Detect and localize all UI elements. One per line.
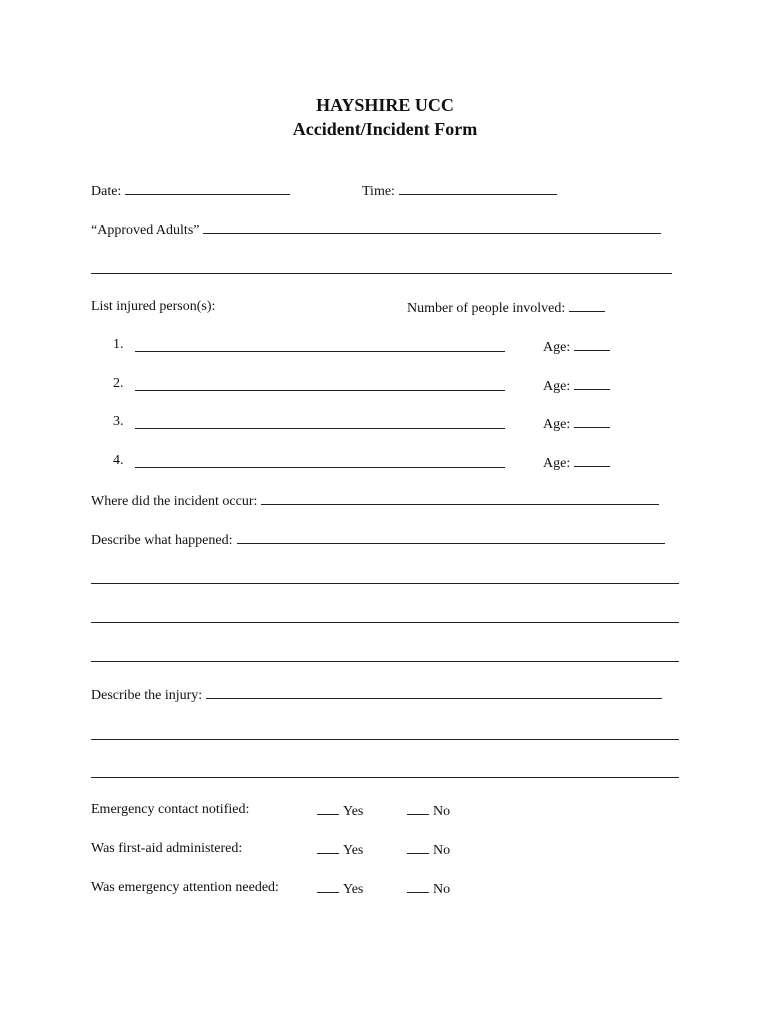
num-people-row <box>407 298 605 318</box>
row-number: 1. <box>113 337 124 352</box>
row-number: 2. <box>113 376 124 391</box>
date-field[interactable] <box>125 181 290 195</box>
injury-label: Describe the injury: <box>91 688 203 703</box>
age-label: Age: <box>543 417 571 432</box>
no-blank[interactable] <box>407 801 429 815</box>
injured-name-field[interactable] <box>135 467 505 468</box>
injured-name-field[interactable] <box>135 390 505 391</box>
age-field[interactable] <box>574 453 610 467</box>
time-row <box>362 181 557 201</box>
date-label: Date: <box>91 184 122 199</box>
time-label: Time: <box>362 184 395 199</box>
age-row <box>543 414 610 434</box>
age-row <box>543 337 610 357</box>
age-row <box>543 453 610 473</box>
no-label: No <box>433 882 451 897</box>
yes-label: Yes <box>343 882 364 897</box>
yes-label: Yes <box>343 843 364 858</box>
injured-name-field[interactable] <box>135 428 505 429</box>
yes-blank[interactable] <box>317 840 339 854</box>
question-label: Was emergency attention needed: <box>91 880 279 895</box>
form-title: Accident/Incident Form <box>292 119 478 139</box>
where-label: Where did the incident occur: <box>91 494 258 509</box>
num-people-label: Number of people involved: <box>407 301 566 316</box>
question-label: Emergency contact notified: <box>91 802 250 817</box>
describe-line-4[interactable] <box>91 661 679 662</box>
date-row <box>91 181 290 201</box>
injury-row <box>91 685 662 705</box>
age-row <box>543 376 610 396</box>
injured-label: List injured person(s): <box>91 299 216 314</box>
no-option[interactable] <box>407 801 450 821</box>
row-number: 3. <box>113 414 124 429</box>
approved-adults-line-2[interactable] <box>91 273 672 274</box>
question-label: Was first-aid administered: <box>91 841 243 856</box>
approved-adults-field[interactable] <box>203 220 661 234</box>
injury-field[interactable] <box>206 685 662 699</box>
no-blank[interactable] <box>407 879 429 893</box>
injury-line-3[interactable] <box>91 777 679 778</box>
injury-line-2[interactable] <box>91 739 679 740</box>
num-people-field[interactable] <box>569 298 605 312</box>
no-option[interactable] <box>407 840 450 860</box>
no-label: No <box>433 804 451 819</box>
describe-line-2[interactable] <box>91 583 679 584</box>
yes-blank[interactable] <box>317 879 339 893</box>
injured-name-field[interactable] <box>135 351 505 352</box>
yes-option[interactable] <box>317 879 363 899</box>
yes-label: Yes <box>343 804 364 819</box>
approved-adults-row <box>91 220 661 240</box>
describe-row <box>91 530 665 550</box>
no-option[interactable] <box>407 879 450 899</box>
describe-label: Describe what happened: <box>91 533 233 548</box>
no-label: No <box>433 843 451 858</box>
time-field[interactable] <box>399 181 557 195</box>
yes-option[interactable] <box>317 801 363 821</box>
where-field[interactable] <box>261 491 659 505</box>
where-row <box>91 491 659 511</box>
age-field[interactable] <box>574 337 610 351</box>
yes-option[interactable] <box>317 840 363 860</box>
row-number: 4. <box>113 453 124 468</box>
describe-field[interactable] <box>237 530 665 544</box>
age-label: Age: <box>543 456 571 471</box>
no-blank[interactable] <box>407 840 429 854</box>
org-title: HAYSHIRE UCC <box>316 95 454 115</box>
age-label: Age: <box>543 379 571 394</box>
describe-line-3[interactable] <box>91 622 679 623</box>
yes-blank[interactable] <box>317 801 339 815</box>
age-label: Age: <box>543 340 571 355</box>
age-field[interactable] <box>574 376 610 390</box>
age-field[interactable] <box>574 414 610 428</box>
approved-adults-label: “Approved Adults” <box>91 223 200 238</box>
